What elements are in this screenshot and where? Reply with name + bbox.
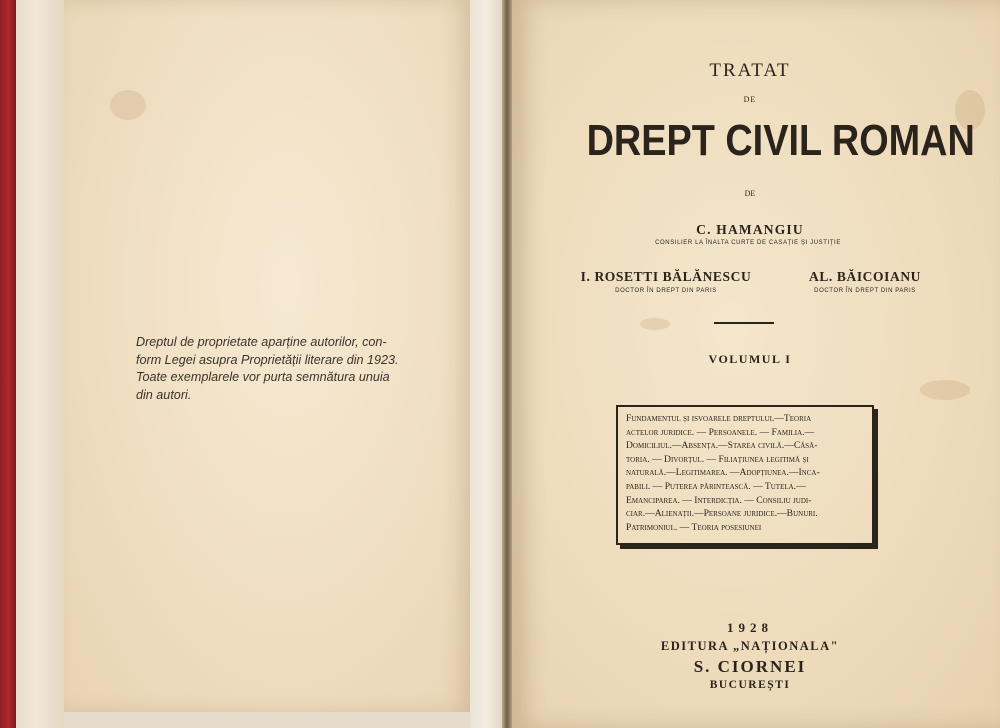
authors-de: DE <box>744 189 756 198</box>
contents-line: Fundamentul și isvoarele dreptului.—Teoria <box>626 413 812 424</box>
notice-line: form Legei asupra Proprietății literare din 1923. <box>136 352 399 367</box>
notice-line: Dreptul de proprietate aparține autorilor, con- <box>136 335 387 349</box>
red-binding-edge <box>0 0 16 728</box>
contents-line: Patrimoniul. — Teoria posesiunei <box>626 521 762 533</box>
left-page-bottom-edge <box>64 712 470 728</box>
publication-city: BUCUREȘTI <box>709 679 791 691</box>
contents-line: naturală.—Legitimarea. —Adopțiunea.—Inca- <box>626 467 820 479</box>
author-rosetti: I. ROSETTI BĂLĂNESCU <box>580 269 752 284</box>
author-rosetti-role: DOCTOR ÎN DREPT DIN PARIS <box>615 288 717 294</box>
contents-line: toria. — Divorțul. — Filiațiunea legitimă și <box>626 453 809 465</box>
endpaper-strip <box>16 0 64 728</box>
divider-rule <box>714 322 774 324</box>
gutter-margin <box>470 0 502 728</box>
author-hamangiu-role: CONSILIER LA ÎNALTA CURTE DE CASAȚIE ȘI JUSTIȚIE <box>655 240 841 246</box>
contents-line: Emanciparea. — Interdicția. — Consiliu judi- <box>626 494 812 506</box>
title-tratat: TRATAT <box>709 60 791 81</box>
title-de: DE <box>743 95 757 104</box>
paper-stain <box>110 90 146 120</box>
publication-year: 1928 <box>727 620 773 635</box>
publisher-name: S. CIORNEI <box>693 657 807 676</box>
contents-line: actelor juridice. — Persoanele. — Familia.— <box>626 426 815 438</box>
author-baicoianu-role: DOCTOR ÎN DREPT DIN PARIS <box>814 288 916 294</box>
copyright-notice <box>136 334 426 404</box>
notice-line: Toate exemplarele vor purta semnătura unuia <box>136 370 390 384</box>
contents-line: pabili. — Puterea părintească. — Tutela.— <box>626 480 806 492</box>
paper-stain <box>640 318 670 330</box>
gutter-fold <box>502 0 512 728</box>
author-hamangiu: C. HAMANGIU <box>696 222 804 237</box>
contents-text <box>626 412 864 534</box>
publisher-line: EDITURA „NAȚIONALA" <box>660 639 840 653</box>
main-title: DREPT CIVIL ROMAN <box>586 116 975 165</box>
contents-line: Domiciliul.—Absența.—Starea civilă.—Căsă- <box>626 440 818 452</box>
contents-line: ciar.—Alienații.—Persoane juridice.—Bunuri. <box>626 508 818 520</box>
notice-line: din autori. <box>136 387 192 402</box>
paper-stain <box>920 380 970 400</box>
volume-label: VOLUMUL I <box>708 352 792 366</box>
author-baicoianu: AL. BĂICOIANU <box>808 269 922 284</box>
